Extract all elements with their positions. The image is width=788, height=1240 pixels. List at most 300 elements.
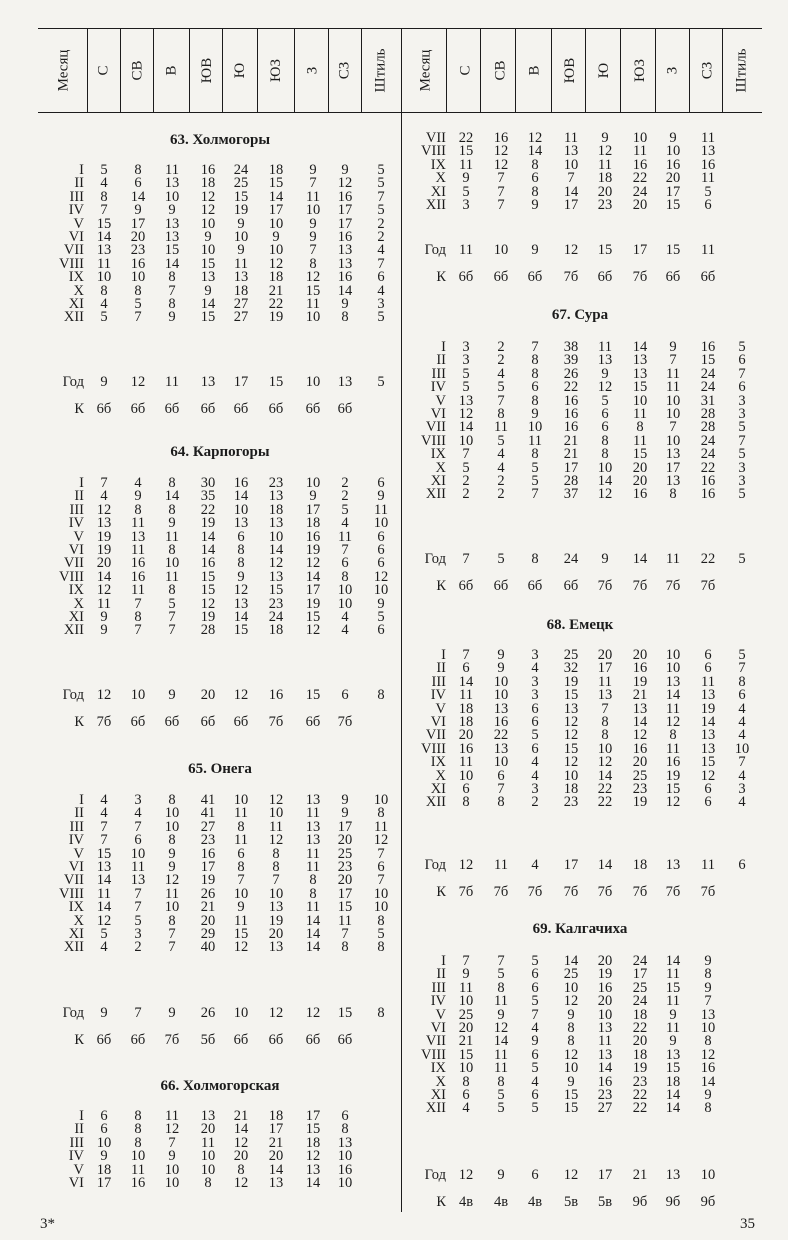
month-label: К (436, 269, 446, 285)
value-cell: 11 (633, 432, 647, 449)
value-cell: 12 (305, 555, 321, 572)
value-cell: 15 (305, 1121, 321, 1138)
month-label: VIII (59, 255, 84, 272)
value-cell: 11 (97, 255, 111, 272)
value-cell: 37 (563, 486, 579, 503)
value-cell: 5 (377, 926, 385, 942)
value-cell: 24 (563, 551, 579, 567)
header-dir-right (661, 30, 685, 110)
value-cell: 7 (134, 818, 142, 835)
value-cell: 13 (563, 143, 579, 160)
value-cell: 13 (563, 700, 579, 717)
value-cell: 16 (458, 740, 474, 757)
value-cell: 10 (233, 1005, 249, 1021)
month-label: Год (424, 242, 446, 258)
value-cell: 10 (563, 1060, 579, 1077)
value-cell: 11 (528, 432, 542, 449)
value-cell: 6 (237, 845, 245, 862)
value-cell: 10 (164, 555, 180, 572)
header-divider (87, 28, 88, 112)
value-cell: 7 (531, 339, 539, 355)
value-cell: 10 (597, 1006, 613, 1023)
value-cell: 23 (268, 475, 284, 491)
value-cell: 10 (458, 993, 474, 1010)
value-cell: 3 (377, 296, 385, 312)
value-cell: 19 (200, 872, 216, 889)
month-label: VI (68, 229, 84, 245)
month-label: XI (68, 609, 84, 625)
table-row (0, 198, 788, 213)
month-label: Год (424, 857, 446, 873)
value-cell: 6 (704, 660, 712, 677)
value-cell: 20 (233, 1148, 249, 1165)
value-cell: 8 (462, 1073, 470, 1090)
value-cell: 6б (164, 714, 180, 730)
value-cell: 10 (233, 885, 249, 902)
value-cell: 3 (531, 781, 539, 797)
value-cell: 10 (493, 754, 509, 771)
value-cell: 19 (200, 609, 216, 625)
month-label: VI (430, 1020, 446, 1036)
value-cell: 14 (527, 143, 543, 160)
value-cell: 6б (130, 714, 146, 730)
value-cell: 14 (164, 255, 180, 272)
value-cell: 6б (305, 401, 321, 417)
value-cell: 9 (168, 845, 176, 862)
year-row (0, 243, 788, 258)
value-cell: 2 (134, 939, 142, 956)
value-cell: 11 (598, 339, 612, 355)
value-cell: 5 (462, 183, 470, 200)
value-cell: 11 (666, 700, 680, 717)
value-cell: 2 (377, 229, 385, 245)
value-cell: 5 (531, 473, 539, 489)
month-label: I (79, 162, 84, 178)
month-label: V (435, 1006, 446, 1023)
value-cell: 15 (233, 926, 249, 942)
value-cell: 22 (597, 794, 613, 811)
value-cell: 14 (632, 551, 648, 567)
value-cell: 24 (632, 183, 648, 200)
month-label: XI (68, 296, 84, 312)
value-cell: 20 (597, 993, 613, 1010)
value-cell: 18 (597, 170, 613, 187)
month-label: VIII (59, 885, 84, 902)
header-dir-label: Ю (232, 62, 249, 78)
value-cell: 2 (462, 486, 470, 503)
month-label: VII (425, 130, 446, 146)
value-cell: 13 (337, 255, 353, 272)
value-cell: 3 (738, 781, 746, 797)
value-cell: 10 (373, 885, 389, 902)
value-cell: 11 (459, 687, 473, 704)
header-dir-right (593, 30, 617, 110)
value-cell: 9 (341, 296, 349, 312)
value-cell: 8 (100, 188, 108, 205)
value-cell: 7б (527, 884, 543, 900)
value-cell: 5 (462, 379, 470, 396)
value-cell: 9 (237, 215, 245, 232)
value-cell: 13 (665, 473, 681, 489)
value-cell: 11 (666, 365, 680, 382)
value-cell: 18 (305, 1134, 321, 1151)
value-cell: 7 (377, 188, 385, 205)
value-cell: 10 (373, 582, 389, 599)
value-cell: 11 (165, 374, 179, 390)
value-cell: 11 (165, 1108, 179, 1124)
value-cell: 11 (494, 1060, 508, 1077)
value-cell: 41 (200, 805, 216, 822)
value-cell: 10 (130, 269, 146, 286)
value-cell: 20 (632, 459, 648, 476)
value-cell: 11 (165, 885, 179, 902)
value-cell: 10 (597, 459, 613, 476)
value-cell: 6б (527, 269, 543, 285)
value-cell: 9 (168, 515, 176, 532)
value-cell: 28 (563, 473, 579, 489)
header-dir-label: СВ (129, 59, 146, 81)
value-cell: 8 (497, 1073, 505, 1090)
month-label: III (69, 818, 84, 835)
value-cell: 12 (527, 130, 543, 146)
value-cell: 24 (700, 365, 716, 382)
header-dir-label: ЮЗ (267, 58, 284, 82)
header-dir-label: ЮЗ (631, 58, 648, 82)
value-cell: 18 (632, 1046, 648, 1063)
value-cell: 17 (96, 1175, 112, 1191)
value-cell: 9 (168, 202, 176, 219)
value-cell: 8 (309, 885, 317, 902)
value-cell: 13 (665, 446, 681, 463)
value-cell: 12 (164, 872, 180, 889)
header-dir-label: З (304, 66, 321, 74)
value-cell: 6б (337, 1032, 353, 1048)
value-cell: 14 (563, 953, 579, 969)
month-label: VIII (421, 432, 446, 449)
value-cell: 18 (200, 175, 216, 192)
month-label: XII (425, 1100, 446, 1117)
value-cell: 15 (233, 188, 249, 205)
value-cell: 4 (497, 446, 505, 463)
value-cell: 4 (738, 714, 746, 730)
value-cell: 5 (531, 459, 539, 476)
value-cell: 6 (738, 379, 746, 396)
value-cell: 10 (164, 818, 180, 835)
value-cell: 4 (531, 754, 539, 771)
value-cell: 7 (531, 486, 539, 503)
value-cell: 6 (601, 419, 609, 436)
value-cell: 11 (564, 130, 578, 146)
month-label: IV (430, 687, 446, 704)
value-cell: 14 (665, 1087, 681, 1103)
value-cell: 6 (100, 1121, 108, 1138)
value-cell: 12 (96, 912, 112, 929)
station-title: 64. Карпогоры (170, 444, 270, 460)
value-cell: 9 (462, 170, 470, 187)
value-cell: 8 (377, 939, 385, 956)
value-cell: 9 (168, 687, 176, 703)
header-dir-left (160, 30, 184, 110)
value-cell: 9 (377, 595, 385, 612)
month-label: XII (425, 794, 446, 811)
value-cell: 7 (168, 926, 176, 942)
value-cell: 11 (459, 242, 473, 258)
value-cell: 9 (497, 1006, 505, 1023)
value-cell: 7 (601, 700, 609, 717)
value-cell: 8 (462, 794, 470, 811)
month-label: XI (430, 183, 446, 200)
header-dir-label: З (664, 66, 681, 74)
value-cell: 13 (665, 673, 681, 690)
value-cell: 6 (377, 542, 385, 558)
value-cell: 6 (531, 379, 539, 396)
value-cell: 14 (305, 926, 321, 942)
value-cell: 7 (669, 352, 677, 369)
value-cell: 12 (233, 687, 249, 703)
value-cell: 8 (531, 446, 539, 463)
value-cell: 29 (200, 926, 216, 942)
value-cell: 7б (665, 884, 681, 900)
value-cell: 19 (597, 966, 613, 983)
value-cell: 11 (666, 966, 680, 983)
value-cell: 17 (268, 202, 284, 219)
header-dir-label: ЮВ (199, 57, 216, 83)
month-label: X (435, 459, 446, 476)
value-cell: 15 (200, 255, 216, 272)
value-cell: 6 (100, 1108, 108, 1124)
value-cell: 39 (563, 352, 579, 369)
value-cell: 11 (459, 156, 473, 173)
header-dir-right (628, 30, 652, 110)
value-cell: 5в (597, 1194, 613, 1210)
value-cell: 13 (597, 687, 613, 704)
value-cell: 26 (200, 1005, 216, 1021)
value-cell: 15 (96, 215, 112, 232)
value-cell: 6 (531, 1167, 539, 1183)
header-divider (620, 28, 621, 112)
value-cell: 13 (164, 175, 180, 192)
value-cell: 3 (531, 673, 539, 690)
value-cell: 20 (268, 926, 284, 942)
value-cell: 4 (100, 296, 108, 312)
value-cell: 7 (462, 446, 470, 463)
value-cell: 15 (700, 352, 716, 369)
value-cell: 7 (168, 609, 176, 625)
value-cell: 13 (96, 242, 112, 259)
value-cell: 11 (701, 170, 715, 187)
value-cell: 15 (563, 740, 579, 757)
value-cell: 10 (458, 767, 474, 784)
value-cell: 15 (458, 143, 474, 160)
value-cell: 21 (632, 687, 648, 704)
value-cell: 4в (493, 1194, 509, 1210)
value-cell: 15 (268, 175, 284, 192)
value-cell: 27 (233, 296, 249, 312)
value-cell: 25 (337, 845, 353, 862)
value-cell: 6 (377, 528, 385, 545)
value-cell: 14 (305, 912, 321, 929)
value-cell: 22 (597, 781, 613, 797)
value-cell: 10 (458, 432, 474, 449)
value-cell: 5 (377, 202, 385, 219)
value-cell: 6б (305, 714, 321, 730)
value-cell: 17 (563, 197, 579, 213)
value-cell: 14 (665, 687, 681, 704)
value-cell: 19 (632, 1060, 648, 1077)
value-cell: 10 (305, 374, 321, 390)
station-title: 63. Холмогоры (169, 132, 271, 148)
month-label: XII (425, 486, 446, 503)
value-cell: 12 (563, 242, 579, 258)
value-cell: 7 (704, 993, 712, 1010)
value-cell: 6б (700, 269, 716, 285)
value-cell: 7 (462, 551, 470, 567)
value-cell: 11 (306, 296, 320, 312)
value-cell: 15 (665, 979, 681, 996)
value-cell: 13 (233, 269, 249, 286)
value-cell: 2 (341, 475, 349, 491)
value-cell: 13 (458, 392, 474, 409)
value-cell: 7 (738, 660, 746, 677)
value-cell: 10 (665, 432, 681, 449)
value-cell: 13 (665, 1167, 681, 1183)
value-cell: 13 (233, 515, 249, 532)
value-cell: 11 (131, 859, 145, 875)
value-cell: 2 (377, 215, 385, 232)
value-cell: 25 (563, 966, 579, 983)
value-cell: 6 (704, 781, 712, 797)
value-cell: 10 (632, 130, 648, 146)
value-cell: 22 (268, 296, 284, 312)
month-label: IX (430, 446, 446, 463)
value-cell: 20 (268, 1148, 284, 1165)
value-cell: 11 (306, 188, 320, 205)
value-cell: 10 (597, 740, 613, 757)
value-cell: 4 (377, 282, 385, 299)
month-label: V (73, 845, 84, 862)
month-label: V (73, 528, 84, 545)
month-label: I (441, 953, 446, 969)
value-cell: 6б (233, 1032, 249, 1048)
header-dir-left (264, 30, 288, 110)
value-cell: 7 (168, 622, 176, 639)
value-cell: 6 (738, 857, 746, 873)
value-cell: 8 (168, 501, 176, 518)
value-cell: 12 (200, 595, 216, 612)
header-divider (722, 28, 723, 112)
value-cell: 38 (563, 339, 579, 355)
value-cell: 12 (233, 939, 249, 956)
value-cell: 9 (341, 805, 349, 822)
value-cell: 10 (373, 515, 389, 532)
month-label: I (79, 792, 84, 808)
value-cell: 14 (458, 419, 474, 436)
value-cell: 7 (738, 365, 746, 382)
value-cell: 9 (601, 130, 609, 146)
value-cell: 7 (341, 542, 349, 558)
top-rule (38, 28, 762, 29)
value-cell: 6 (704, 647, 712, 663)
value-cell: 18 (268, 269, 284, 286)
month-label: VII (63, 242, 84, 259)
value-cell: 7 (237, 872, 245, 889)
value-cell: 7 (100, 475, 108, 491)
value-cell: 10 (563, 156, 579, 173)
month-label: VI (430, 406, 446, 422)
value-cell: 17 (200, 859, 216, 875)
value-cell: 14 (493, 1033, 509, 1050)
value-cell: 7 (669, 419, 677, 436)
value-cell: 12 (597, 379, 613, 396)
value-cell: 16 (700, 1060, 716, 1077)
header-dir-left (333, 30, 357, 110)
value-cell: 5 (497, 432, 505, 449)
value-cell: 6 (738, 352, 746, 369)
value-cell: 3 (462, 197, 470, 213)
value-cell: 3 (531, 647, 539, 663)
month-label: I (441, 647, 446, 663)
value-cell: 8 (168, 792, 176, 808)
value-cell: 23 (268, 595, 284, 612)
value-cell: 16 (632, 486, 648, 503)
value-cell: 16 (130, 1175, 146, 1191)
value-cell: 11 (666, 379, 680, 396)
value-cell: 19 (200, 515, 216, 532)
header-divider (585, 28, 586, 112)
header-dir-label: В (526, 64, 543, 76)
header-dir-left (369, 30, 393, 110)
value-cell: 17 (632, 966, 648, 983)
value-cell: 17 (597, 1167, 613, 1183)
header-divider (446, 28, 447, 112)
value-cell: 16 (700, 339, 716, 355)
value-cell: 7б (458, 884, 474, 900)
value-cell: 11 (234, 805, 248, 822)
value-cell: 2 (497, 473, 505, 489)
value-cell: 10 (337, 582, 353, 599)
value-cell: 20 (200, 687, 216, 703)
value-cell: 9 (204, 282, 212, 299)
value-cell: 10 (130, 687, 146, 703)
value-cell: 11 (269, 818, 283, 835)
value-cell: 4 (738, 794, 746, 811)
value-cell: 2 (462, 473, 470, 489)
value-cell: 21 (563, 446, 579, 463)
value-cell: 11 (131, 542, 145, 558)
header-divider (689, 28, 690, 112)
month-label: II (74, 488, 84, 505)
value-cell: 6 (497, 767, 505, 784)
value-cell: 9 (100, 1148, 108, 1165)
value-cell: 7 (100, 818, 108, 835)
value-cell: 9 (309, 488, 317, 505)
header-dir-label: С (95, 64, 112, 76)
value-cell: 41 (200, 792, 216, 808)
value-cell: 13 (597, 1046, 613, 1063)
value-cell: 7б (597, 578, 613, 594)
month-label: III (69, 501, 84, 518)
value-cell: 17 (305, 582, 321, 599)
value-cell: 20 (200, 1121, 216, 1138)
value-cell: 17 (665, 459, 681, 476)
value-cell: 6 (531, 714, 539, 730)
value-cell: 8 (168, 912, 176, 929)
month-label: IV (68, 832, 84, 849)
month-label: II (74, 175, 84, 192)
value-cell: 6 (601, 406, 609, 422)
value-cell: 11 (633, 143, 647, 160)
value-cell: 9 (669, 1033, 677, 1050)
